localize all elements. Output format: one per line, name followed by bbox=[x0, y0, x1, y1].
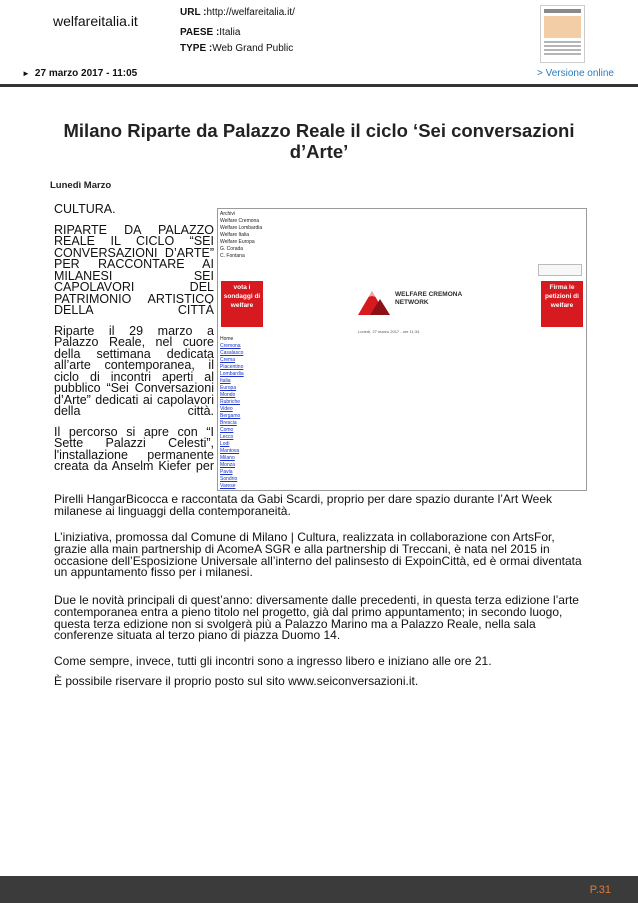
archive-item: Welfare Italia bbox=[220, 232, 250, 238]
menu-link: Video bbox=[220, 406, 233, 412]
menu-link: Bergamo bbox=[220, 413, 241, 419]
type-label: TYPE : bbox=[180, 43, 213, 54]
website-screenshot bbox=[217, 208, 587, 491]
menu-link: Sondrio bbox=[220, 476, 238, 482]
article-paragraph-4: L’iniziativa, promossa dal Comune di Milano | Cultura, realizzata in collaborazione con ArtsFor, grazie alla main partnership di AcomeA SGR e alla partnership di Treccani, è nata nel 2015 in occasione dell’Esposizione Universale all’interno del palinsesto di ExpoinCittà, ed è ormai diventata un appuntamento fisso per i milanesi. bbox=[54, 530, 582, 580]
menu-link: Monza bbox=[220, 462, 236, 468]
article-paragraph-7: È possibile riservare il proprio posto sul sito www.seiconversazioni.it. bbox=[54, 674, 419, 688]
menu-link: Mondo bbox=[220, 392, 236, 398]
archive-item: Welfare Europa bbox=[220, 239, 255, 245]
archive-item: Archivi bbox=[220, 211, 236, 217]
archive-list bbox=[220, 211, 262, 260]
article-paragraph-3: Pirelli HangarBicocca e raccontata da Gabi Scardi, proprio per dare spazio durante l’Art Week milanese ai linguaggi della contemporaneità. bbox=[54, 492, 553, 518]
menu-link: Europa bbox=[220, 385, 237, 391]
date-text: 27 marzo 2017 - 11:05 bbox=[34, 68, 138, 79]
play-arrow-icon: ► bbox=[22, 69, 30, 78]
page-thumbnail[interactable] bbox=[540, 5, 585, 63]
menu-link: Varese bbox=[220, 483, 236, 489]
article-paragraph-2: Il percorso si apre con “I Sette Palazzi Celesti”, l'installazione permanente creata da Anselm Kiefer per bbox=[54, 424, 214, 473]
menu-home: Home bbox=[220, 336, 234, 342]
petitions-banner: Firma le petizioni di welfare bbox=[541, 281, 583, 327]
logo-mountain-icon bbox=[356, 287, 392, 317]
menu-link: Lombardia bbox=[220, 371, 244, 377]
menu-link: Cremona bbox=[220, 343, 241, 349]
article-title: Milano Riparte da Palazzo Reale il ciclo ‘Sei conversazioni d’Arte’ bbox=[63, 120, 575, 162]
welfare-logo bbox=[356, 285, 476, 325]
menu-link: Como bbox=[220, 427, 234, 433]
article-dateline: Lunedì Marzo bbox=[50, 180, 112, 191]
menu-link: Pavia bbox=[220, 469, 233, 475]
menu-link: Casalasco bbox=[220, 350, 244, 356]
article-column bbox=[54, 204, 214, 482]
article-clipping bbox=[46, 112, 592, 695]
menu-link: Crema bbox=[220, 357, 236, 363]
article-section: CULTURA. bbox=[54, 202, 116, 216]
menu-link: Milano bbox=[220, 455, 235, 461]
source-name: welfareitalia.it bbox=[53, 13, 138, 29]
menu-link: Piacentino bbox=[220, 364, 244, 370]
polls-banner: vota i sondaggi di welfare bbox=[221, 281, 263, 327]
menu-link: Lecco bbox=[220, 434, 234, 440]
archive-item: G. Corada bbox=[220, 246, 244, 252]
country-value: Italia bbox=[219, 27, 241, 38]
site-menu bbox=[220, 336, 244, 490]
url-label: URL : bbox=[180, 7, 207, 18]
country-label: PAESE : bbox=[180, 27, 220, 38]
menu-link: Italia bbox=[220, 378, 231, 384]
footer-bar bbox=[0, 876, 638, 903]
logo-text: WELFARE CREMONA NETWORK bbox=[395, 291, 462, 306]
article-headline: RIPARTE DA PALAZZO REALE IL CICLO “SEI CONVERSAZIONI D’ARTE” PER RACCONTARE AI MILANESI SEI CAPOLAVORI DEL PATRIMONIO ARTISTICO DELLA CITTÀ bbox=[54, 222, 214, 317]
menu-link: Mantova bbox=[220, 448, 240, 454]
meta-url bbox=[180, 7, 295, 18]
meta-type bbox=[180, 43, 293, 54]
article-paragraph-1: Riparte il 29 marzo a Palazzo Reale, nel cuore della settimana dedicata all’arte contemporanea, il ciclo di incontri aperti al pubblico “Sei Conversazioni d’Arte” dedicati ai capolavori della città. bbox=[54, 323, 214, 418]
header-divider bbox=[0, 84, 638, 87]
url-value: http://welfareitalia.it/ bbox=[206, 7, 295, 18]
archive-item: Welfare Cremona bbox=[220, 218, 260, 224]
site-date: Lunedì, 27 marzo 2017 - ore 11:34 bbox=[358, 329, 420, 334]
menu-link: Lodi bbox=[220, 441, 230, 447]
publication-date bbox=[22, 68, 137, 79]
menu-link: Rubriche bbox=[220, 399, 241, 405]
site-search-box bbox=[538, 264, 582, 276]
page-number: P.31 bbox=[589, 884, 611, 896]
type-value: Web Grand Public bbox=[212, 43, 294, 54]
archive-item: C. Fontana bbox=[220, 253, 245, 259]
online-version-link[interactable]: > Versione online bbox=[536, 68, 614, 79]
article-paragraph-6: Come sempre, invece, tutti gli incontri sono a ingresso libero e iniziano alle ore 21. bbox=[54, 654, 492, 668]
archive-item: Welfare Lombardia bbox=[220, 225, 263, 231]
menu-link: Brescia bbox=[220, 420, 237, 426]
meta-country bbox=[180, 27, 240, 38]
article-paragraph-5: Due le novità principali di quest’anno: diversamente dalle precedenti, in questa terza edizione l’arte contemporanea entra a pieno titolo nel progetto, già dal primo appuntamento; in secondo luogo, questa terza edizione non si svolgerà più a Palazzo Marino ma a Palazzo Reale, nella sala conferenze situata al terzo piano di piazza Duomo 14. bbox=[54, 593, 579, 643]
